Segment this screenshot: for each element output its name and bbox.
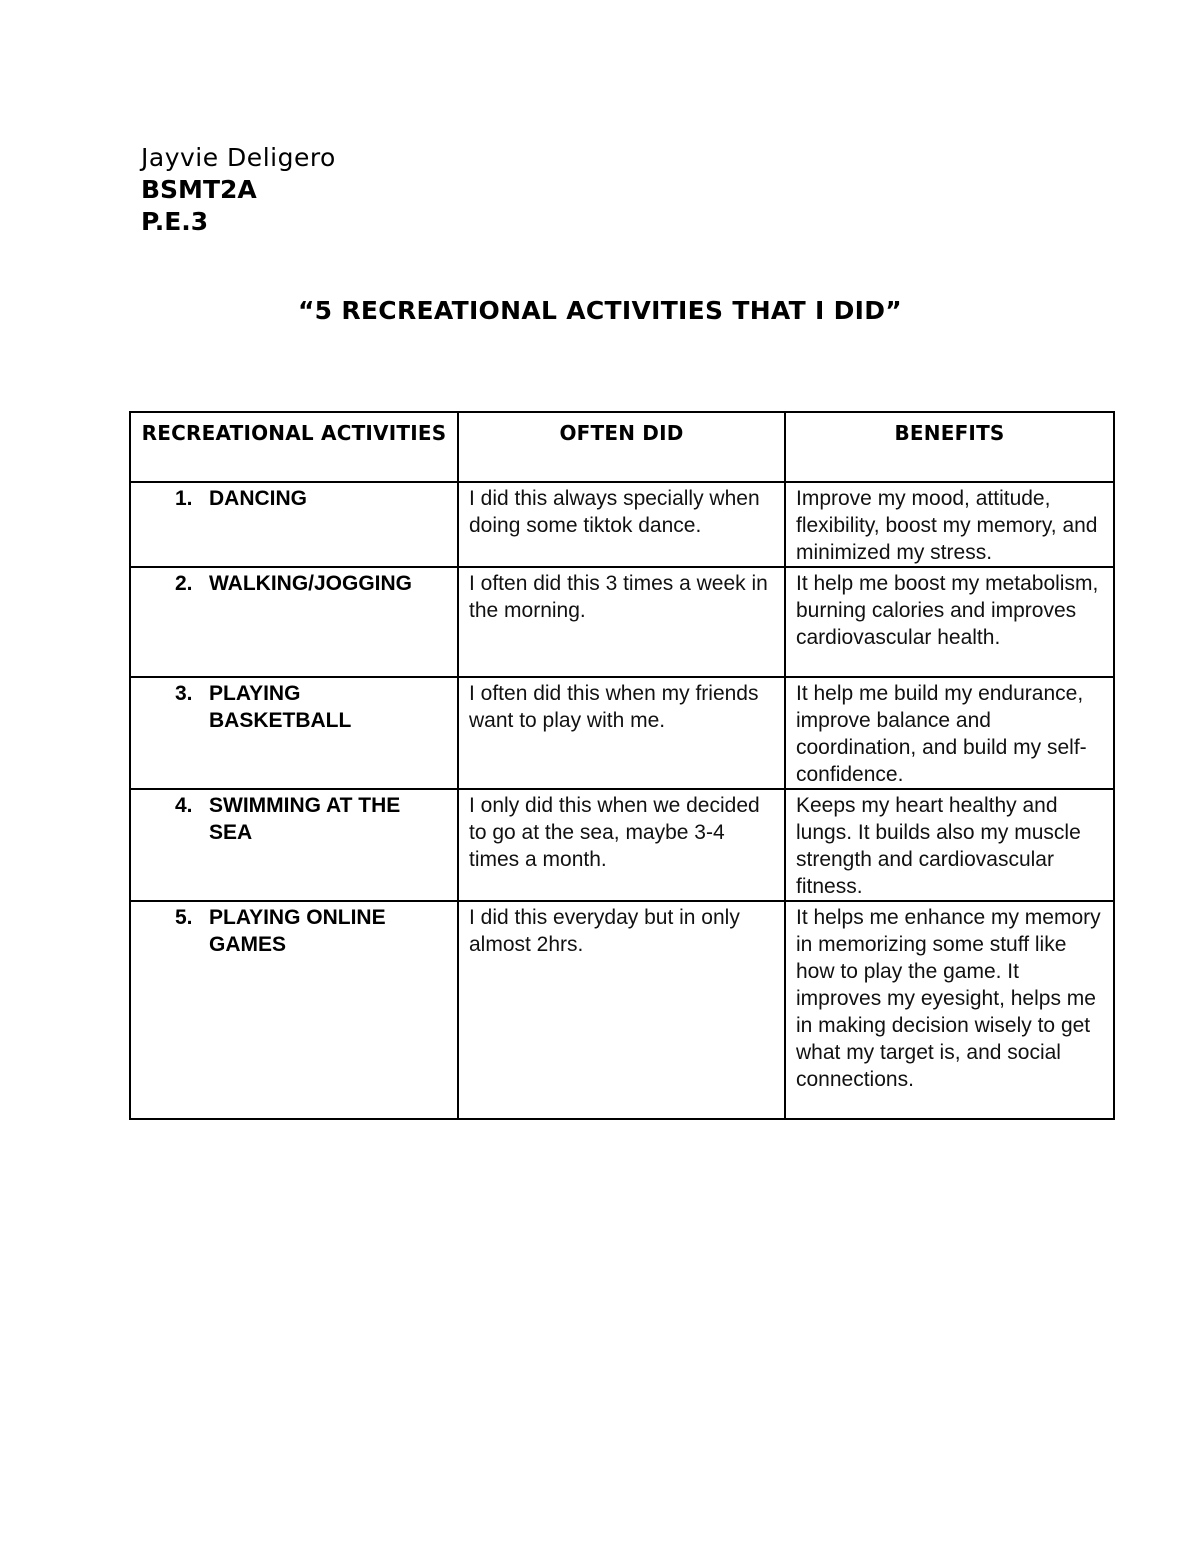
- benefits-cell: It help me boost my metabolism, burning calories and improves cardiovascular health.: [785, 567, 1114, 677]
- often-did-cell: I often did this 3 times a week in the morning.: [458, 567, 785, 677]
- often-did-cell: I did this everyday but in only almost 2hrs.: [458, 901, 785, 1119]
- activity-name: DANCING: [209, 487, 307, 510]
- table-row: [130, 567, 1114, 677]
- column-header-benefits: BENEFITS: [785, 412, 1114, 482]
- often-did-cell: I often did this when my friends want to play with me.: [458, 677, 785, 789]
- table-row: [130, 901, 1114, 1119]
- benefits-cell: Improve my mood, attitude, flexibility, boost my memory, and minimized my stress.: [785, 482, 1114, 567]
- often-did-cell: I did this always specially when doing some tiktok dance.: [458, 482, 785, 567]
- activity-cell: [130, 901, 458, 1119]
- table-row: [130, 789, 1114, 901]
- activity-number: 3.: [175, 682, 193, 705]
- subject-code: P.E.3: [141, 207, 209, 236]
- student-section: BSMT2A: [141, 175, 257, 204]
- table-header-row: [130, 412, 1114, 482]
- activity-number: 4.: [175, 794, 193, 817]
- activity-cell: [130, 482, 458, 567]
- column-header-often-did: OFTEN DID: [458, 412, 785, 482]
- benefits-cell: Keeps my heart healthy and lungs. It builds also my muscle strength and cardiovascular fitness.: [785, 789, 1114, 901]
- activity-cell: [130, 677, 458, 789]
- benefits-cell: It helps me enhance my memory in memorizing some stuff like how to play the game. It improves my eyesight, helps me in making decision wisely to get what my target is, and social connections.: [785, 901, 1114, 1119]
- activity-cell: [130, 789, 458, 901]
- activity-number: 2.: [175, 572, 193, 595]
- student-name: Jayvie Deligero: [141, 143, 336, 172]
- often-did-cell: I only did this when we decided to go at the sea, maybe 3-4 times a month.: [458, 789, 785, 901]
- student-info: [141, 142, 336, 238]
- activity-number: 5.: [175, 906, 193, 929]
- activity-name: WALKING/JOGGING: [209, 572, 413, 595]
- benefits-cell: It help me build my endurance, improve balance and coordination, and build my self-confidence.: [785, 677, 1114, 789]
- activity-name: SWIMMING AT THE SEA: [209, 794, 401, 844]
- activity-name: PLAYING BASKETBALL: [209, 682, 352, 732]
- table-row: [130, 482, 1114, 567]
- column-header-activities: RECREATIONAL ACTIVITIES: [130, 412, 458, 482]
- table-row: [130, 677, 1114, 789]
- activity-cell: [130, 567, 458, 677]
- activities-table: [129, 411, 1115, 1120]
- document-title: “5 RECREATIONAL ACTIVITIES THAT I DID”: [297, 296, 903, 325]
- activity-number: 1.: [175, 487, 193, 510]
- activity-name: PLAYING ONLINE GAMES: [209, 906, 386, 956]
